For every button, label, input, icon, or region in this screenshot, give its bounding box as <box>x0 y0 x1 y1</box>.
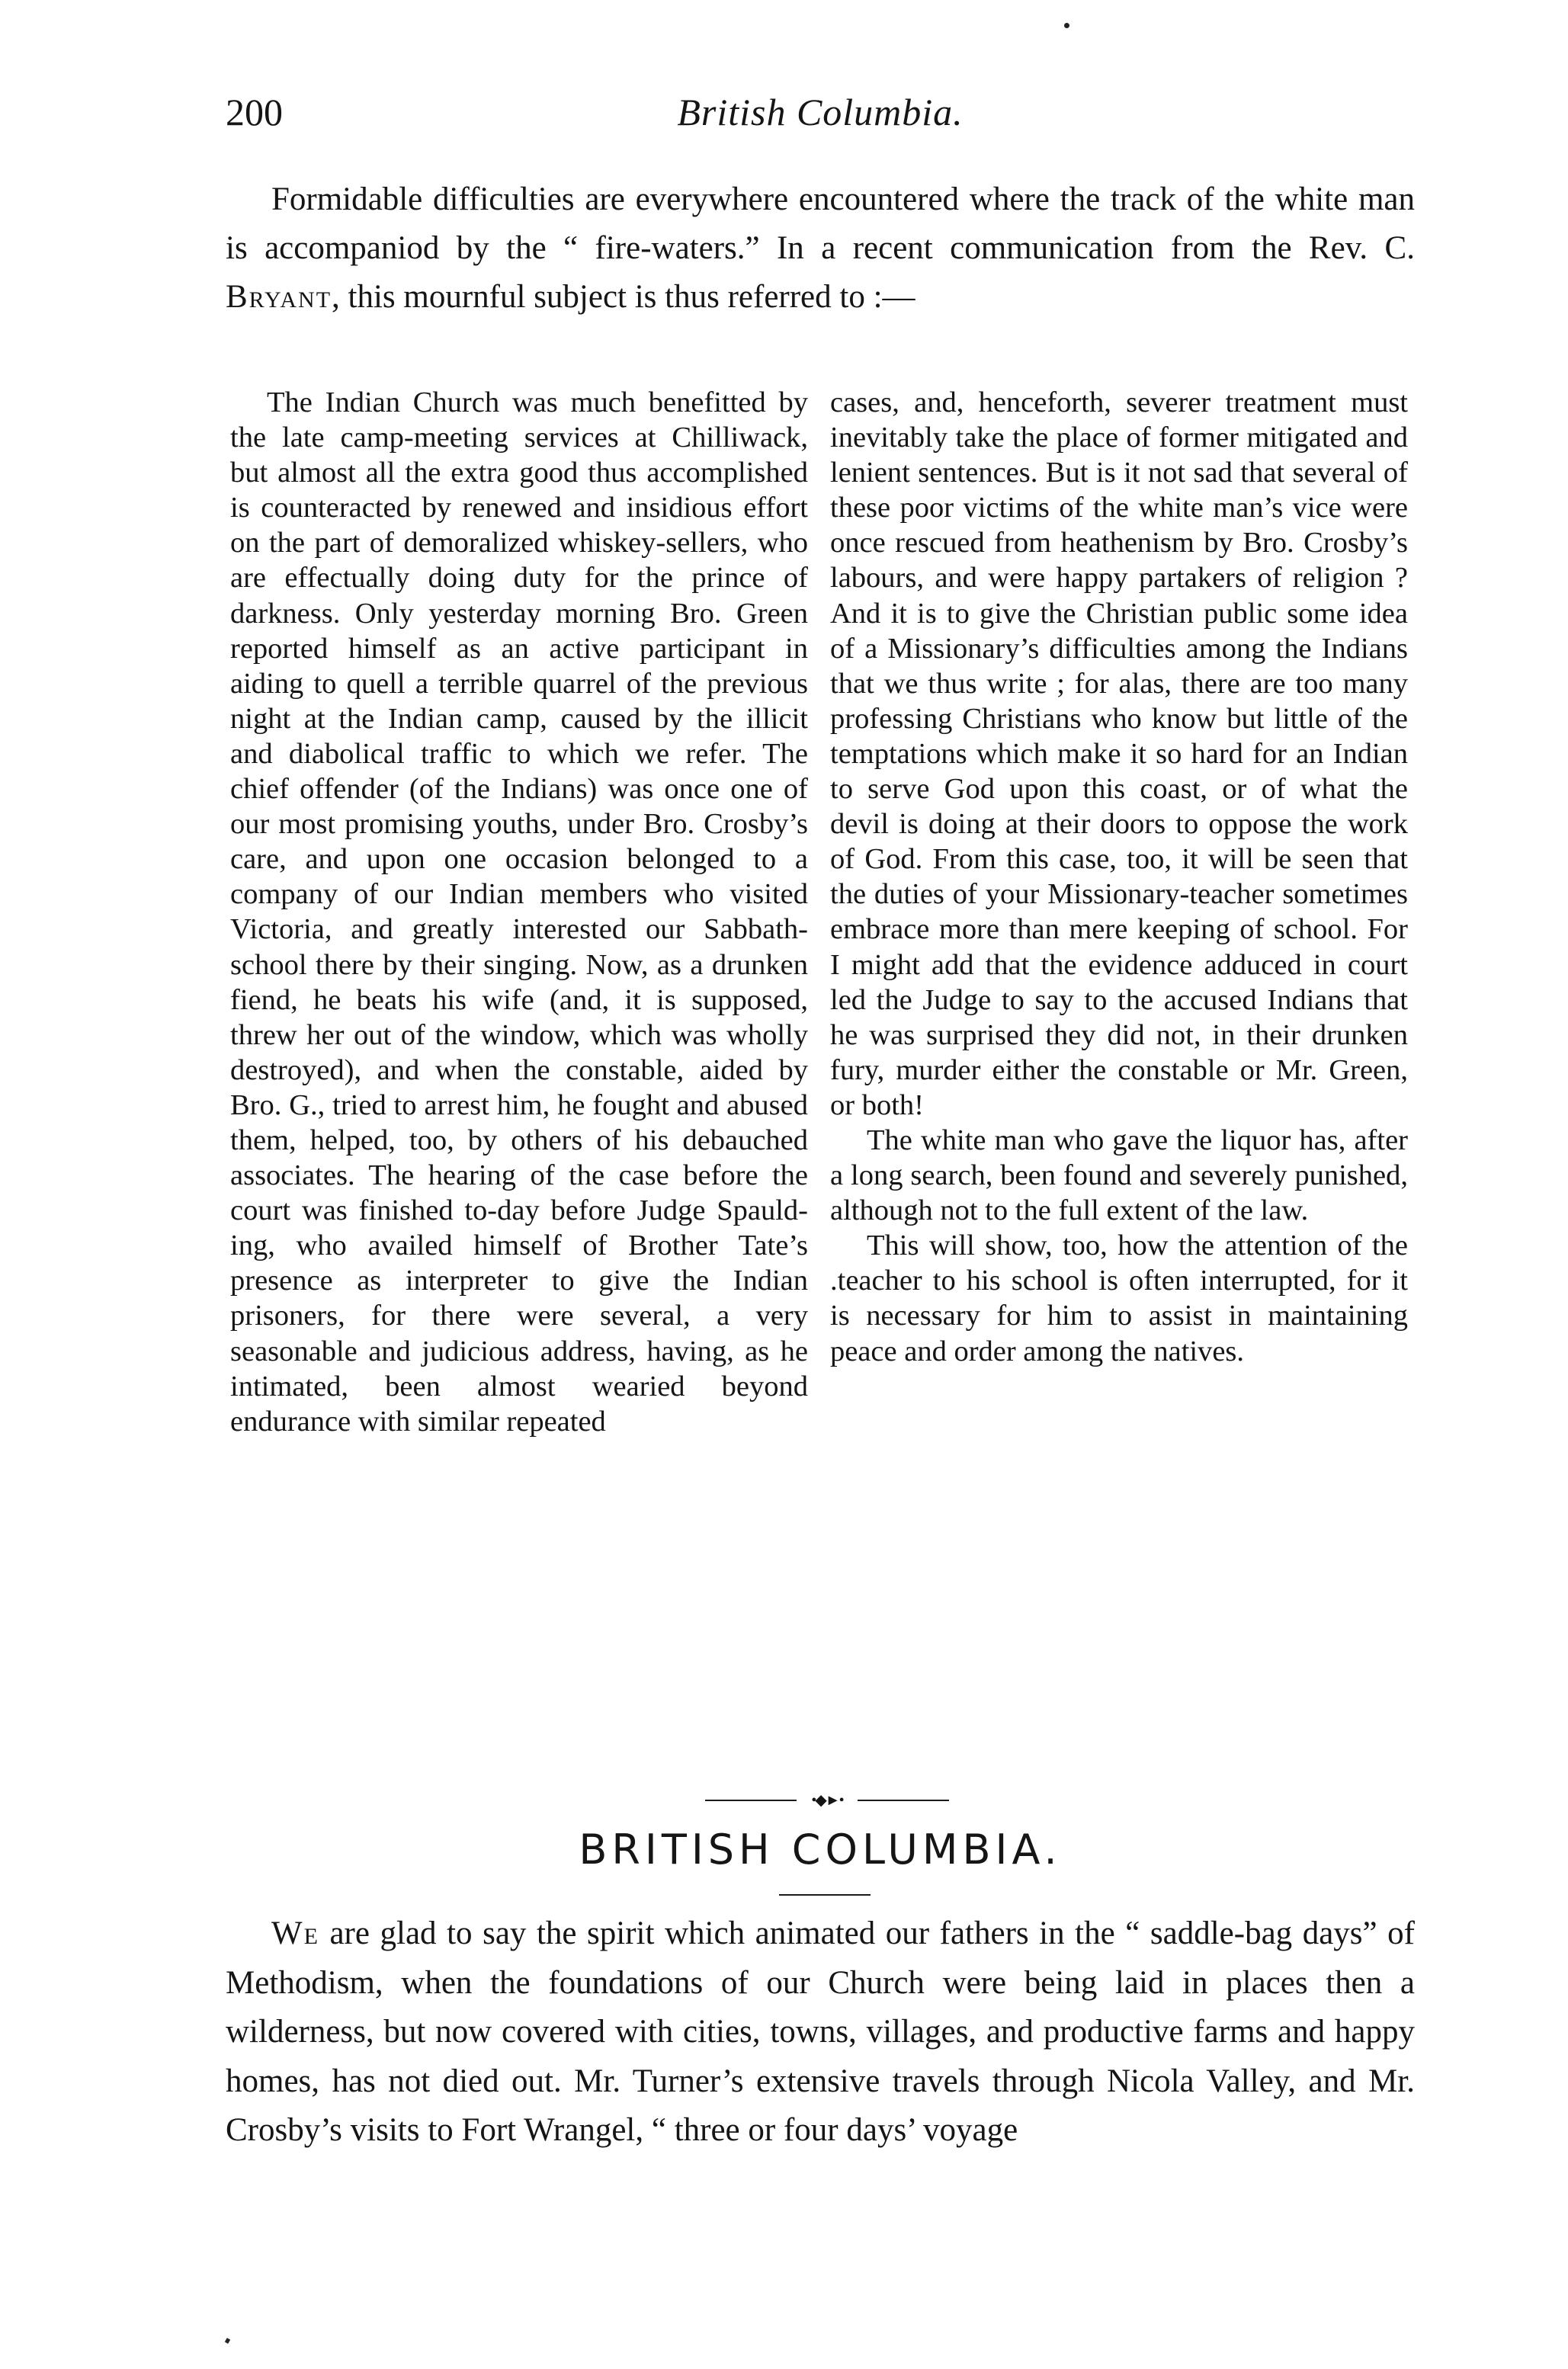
author-name: Bryant <box>226 279 332 315</box>
divider-rule-right <box>858 1800 949 1801</box>
print-speck <box>1064 23 1069 28</box>
quote-paragraph-1: The Indian Church was much benefitted by the late camp-meeting services at Chilliwack, but almost all the extra good thus accomplished is counteracted by renewed and insidious effort on the part of demoralized whiskey-sellers, who are effectually doing duty for the prince of darkness. Only yesterday morning Bro. Green reported himself as an active participant in aiding to quell a terrible quarrel of the previous night at the Indian camp, caused by the illicit and diabolical traffic to which we refer. The chief offender (of the Indians) was once one of our most promising youths, under Bro. Crosby’s care, and upon one occasion belonged to a company of our Indian members who visited Victoria, and greatly interested our Sabbath-school there by their singing. Now, as a drunken fiend, he beats his wife (and, it is supposed, threw her out of the window, which was wholly destroyed), and when the constable, aided by Bro. G., tried to arrest him, he fought and abused them, helped, too, by others of his debauched associates. The hearing of the case before the court was finished to-day before Judge Spaulding, who availed himself of Brother Tate’s presence as interpreter to give the Indian prisoners, for there were several, a very seasonable and judicious address, having, as he intimated, been almost wearied beyond endurance with similar repeated <box>230 386 808 1438</box>
divider-rule-left <box>705 1800 797 1801</box>
quote-paragraph-1-continued: cases, and, henceforth, severer treatment must inevitably take the place of former mitigated and lenient sentences. But is it not sad that several of these poor victims of the white man’s vice were once rescued from heathenism by Bro. Crosby’s labours, and were happy partakers of religion ? And it is to give the Christian public some idea of a Missionary’s difficulties among the Indians that we thus write ; for alas, there are too many professing Christians who know but little of the temptations which make it so hard for an Indian to serve God upon this coast, or of what the devil is doing at their doors to oppose the work of God. From this case, too, it will be seen that the duties of your Missionary-teacher sometimes embrace more than mere keeping of school. For I might add that the evidence adduced in court led the Judge to say to the accused Indians that he was surprised they did not, in their drunken fury, murder either the constable or Mr. Green, or both! <box>830 386 1408 1121</box>
page-number: 200 <box>226 91 283 133</box>
quote-right-column <box>830 385 1408 1765</box>
intro-text-after-name: , this mournful subject is thus referred to :— <box>332 279 915 315</box>
section-body-paragraph <box>226 1909 1415 2156</box>
intro-text-before-name: Formidable difficulties are everywhere encountered where the track of the white man is accompaniod by the “ fire-waters.” In a recent communication from the Rev. C. <box>226 181 1415 266</box>
intro-paragraph <box>226 175 1415 322</box>
running-header <box>226 90 1415 143</box>
section-divider-ornament <box>705 1791 949 1810</box>
quote-left-column <box>230 385 808 1765</box>
title-underline-rule <box>779 1894 871 1896</box>
section-title: BRITISH COLUMBIA. <box>579 1826 1062 1874</box>
divider-ornament-icon: •◆►• <box>811 1792 843 1809</box>
print-mark <box>225 2338 230 2344</box>
section-first-word: We <box>271 1915 319 1951</box>
quote-paragraph-2: The white man who gave the liquor has, after a long search, been found and severely punished, although not to the full extent of the law. <box>830 1124 1408 1227</box>
quoted-letter <box>230 385 1408 1765</box>
running-title: British Columbia. <box>677 91 964 133</box>
quote-paragraph-3: This will show, too, how the attention of the .teacher to his school is often interrupted, for it is necessary for him to assist in maintaining peace and order among the natives. <box>830 1229 1408 1367</box>
section-body-text: are glad to say the spirit which animated our fathers in the “ saddle-bag days” of Methodism, when the foundations of our Church were being laid in places then a wilderness, but now covered with cities, towns, villages, and productive farms and happy homes, has not died out. Mr. Turner’s extensive travels through Nicola Valley, and Mr. Crosby’s visits to Fort Wrangel, “ three or four days’ voyage <box>226 1915 1415 2148</box>
